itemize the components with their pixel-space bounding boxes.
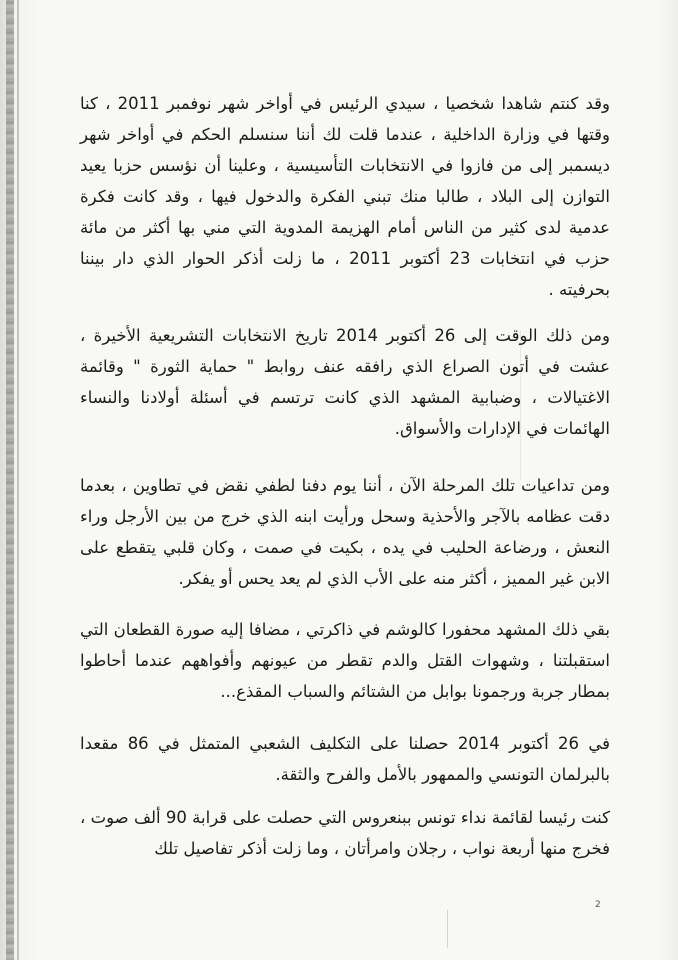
paragraph — [80, 470, 610, 594]
binding-line — [17, 0, 19, 960]
paragraph — [80, 614, 610, 707]
paragraph-text: ومن ذلك الوقت إلى 26 أكتوبر 2014 تاريخ الانتخابات التشريعية الأخيرة ، عشت في أتون الصراع الذي رافقه عنف روابط " حماية الثورة " وقائمة الاغتيالات ، وضبابية المشهد الذي كانت ترتسم في أسئلة أولادنا والنساء الهائمات في الإدارات والأسواق. — [80, 326, 610, 438]
paragraph-text: ومن تداعيات تلك المرحلة الآن ، أننا يوم دفنا لطفي نقض في تطاوين ، بعدما دقت عظامه بالآجر والأحذية وسحل ورأيت ابنه الذي خرج من بين الأرجل وراء النعش ، ورضاعة الحليب في يده ، بكيت في صمت ، وكان قلبي يتقطع على الابن غير المميز ، أكثر منه على الأب الذي لم يعد يحس أو يفكر. — [80, 476, 610, 588]
paragraph — [80, 802, 610, 864]
paragraph-text: في 26 أكتوبر 2014 حصلنا على التكليف الشعبي المتمثل في 86 مقعدا بالبرلمان التونسي والممهور بالأمل والفرح والثقة. — [80, 734, 610, 784]
binding-edge — [6, 0, 14, 960]
paragraph — [80, 728, 610, 790]
page-number: 2 — [595, 900, 601, 910]
paragraph-text: وقد كنتم شاهدا شخصيا ، سيدي الرئيس في أواخر شهر نوفمبر 2011 ، كنا وقتها في وزارة الداخلية ، عندما قلت لك أننا سنسلم الحكم في أواخر شهر ديسمبر إلى من فازوا في الانتخابات التأسيسية ، وعلينا أن نؤسس حزبا يعيد التوازن إلى البلاد ، طالبا منك تبني الفكرة والدخول فيها ، وقد كانت فكرة عدمية لدى كثير من الناس أمام الهزيمة المدوية التي مني بها أكثر من مائة حزب في انتخابات 23 أكتوبر 2011 ، ما زلت أذكر الحوار الذي دار بيننا بحرفيته . — [80, 94, 610, 299]
paragraph — [80, 320, 610, 444]
scan-artifact — [447, 910, 448, 948]
paragraph-text: كنت رئيسا لقائمة نداء تونس ببنعروس التي حصلت على قرابة 90 ألف صوت ، فخرج منها أربعة نواب ، رجلان وامرأتان ، وما زلت أذكر تفاصيل تلك — [80, 808, 610, 858]
paragraph-text: بقي ذلك المشهد محفورا كالوشم في ذاكرتي ، مضافا إليه صورة القطعان التي استقبلتنا ، وشهوات القتل والدم تقطر من عيونهم وأفواههم عندما أحاطوا بمطار جربة ورجمونا بوابل من الشتائم والسباب المقذع... — [80, 620, 610, 701]
paragraph — [80, 88, 610, 305]
